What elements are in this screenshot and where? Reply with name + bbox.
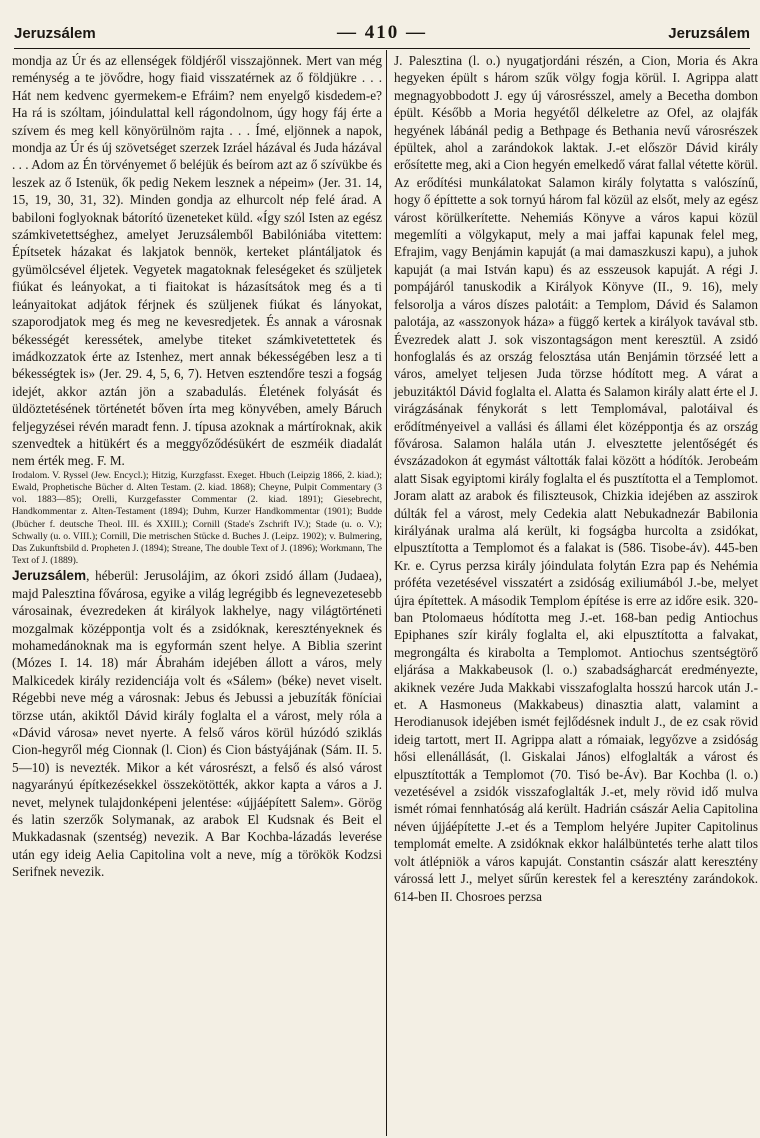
header-rule [14, 48, 750, 49]
left-column [12, 52, 382, 881]
jeremiah-article-continuation: mondja az Úr és az ellenségek földjéről visszajönnek. Mert van még reménység a te jövődre, hogy fiaid visszatérnek az ő földjükre . . . Hát nem kedvenc gyermekem-e Efráim? nem enyelgő kisdedem-e? Ha rá is szóltam, jóindulattal kell rágondolnom, úgy hogy fáj érte a szívem és meg kell könyörülnöm rajta . . . Ímé, eljönnek a napok, mondja az Úr és új szövetséget szerzek Izráel házával és Juda házával . . . Adom az Én törvényemet ő beléjük és beírom azt az ő szívükbe és leszek az ő Istenük, ők pedig Nekem lesznek a népeim» (Jer. 31. 14, 15, 19, 30, 31, 32). Minden gondja az elhurcolt nép felé árad. A babiloni foglyoknak bátorító üzeneteket küld. «Így szól Isten az egész számkivetettséghez, amelyet Jeruzsálemből Babilóniába vitettem: Építsetek házakat és lakjatok bennök, kerteket plántáljatok és gyümölcsével éljetek. Vegyetek magatoknak feleségeket és szüljetek fiúkat és leányokat, a ti fiaitokat is házasítsátok meg és a ti leányaitokat adjátok férjnek és szüljenek fiúkat és lányokat, szaporodjatok meg és meg ne kevesredjetek. És annak a városnak békességét keressétek, amelybe titeket számkivetettetek és imádkozzatok érte az Istenhez, mert annak békességében lesz a ti békességtek is» (Jer. 29. 4, 5, 6, 7). Hetven esztendőre teszi a fogság idejét, akkor aztán jön a szabadulás. Életének folyását és üldöztetésének történetét bőven írta meg könyvében, amely Báruch feljegyzései révén maradt fenn. J. típusa azoknak a mártíroknak, akik szenvedtek a hitükért és a meggyőződésükért de eszméik diadalát nem érték meg. F. M. [12, 53, 382, 469]
running-head-left: Jeruzsálem [14, 24, 96, 42]
jeruzsalem-entry-start [12, 567, 382, 880]
entry-headword: Jeruzsálem [12, 568, 87, 584]
page-number: — 410 — [337, 22, 427, 43]
bibliography: Irodalom. V. Ryssel (Jew. Encycl.); Hitzig, Kurzgfasst. Exeget. Hbuch (Leipzig 1866, 2. kiad.); Ewald, Prophetische Bücher d. Alten Testam. (2. kiad. 1868); Cheyne, Pulpit Commentary (3 vol. 1883—85); Orelli, Kurzgefasster Commentar (2. kiad. 1891); Giesebrecht, Handkommentar z. Alten-Testament (1894); Duhm, Kurzer Handkommentar (1901); Budde (Jbücher f. deutsche Theol. III. és XXIII.); Cornill (Stade's Zschrift IV.); Stade (u. o. V.); Schwally (u. o. VIII.); Cornill, Die metrischen Stücke d. Buches J. (Leipz. 1902); v. Bulmering, Das Zukunftsbild d. Propheten J. (1894); Streane, The double Text of J. (1896); Workmann, The Text of J. (1889). [12, 469, 382, 567]
running-head-right: Jeruzsálem [668, 24, 750, 42]
entry-text: , héberül: Jerusolájim, az ókori zsidó állam (Judaea), majd Palesztina fővárosa, egyike a világ legrégibb és legnevezetesebb városainak, évezredeken át királyok lakhelye, nagy világtörténeti mozgalmak középpontja volt és a zsidóknak, keresztényeknek és mohamedánoknak ma is egyformán szent helye. A Biblia szerint (Mózes I. 14. 18) már Ábrahám idejében állott a város, mely Malkicedek király rezidenciája volt és «Sálem» (béke) nevet viselt. Régebbi neve még a városnak: Jebus és Jebussi a jebuzíták föníciai törzse után, akiktől Dávid király foglalta el a várost, mely róla a «Dávid városa» nevet nyerte. A felső város körül húzódó sziklás Cion-hegyről még Cionnak (l. Cion) és Cion bástyájának (Sám. II. 5. 5—10) is nevezték. Mikor a két városrészt, a felső és alsó várost nagyarányú építkezésekkel összekötötték, akkor kapta a város a J. nevet, melynek tulajdonképeni jelentése: «újjáépített Salem». Görög és latin szerzők Solymanak, az arabok El Kudsnak és Beit el Mukkadasnak (szentség) nevezik. A Bar Kochba-lázadás leverése után egy ideig Aelia Capitolina volt a neve, míg a törökök Kodzsi Serifnek nevezik. [12, 568, 382, 880]
right-column [394, 52, 758, 905]
running-header [14, 20, 750, 46]
column-divider [386, 50, 387, 1136]
jeruzsalem-entry-continuation: J. Palesztina (l. o.) nyugatjordáni részén, a Cion, Moria és Akra hegyeken épült s három szűk völgy fogja körül. I. Agrippa alatt megnagyobbodott J. egy új városrésszel, amely a Becetha dombon épült. Később a Moria hegyétől délkeletre az Ofel, az olajfák hegyének lábánál pedig a Bethpage és Bethania nevű városrészek épültek, ahol a zarándokok laktak. J.-et először Dávid király erősítette meg, aki a Cion hegyén emelkedő várat fallal vétette körül. Az erődítési munkálatokat Salamon király folytatta s valószínű, hogy ő építtette a sok tornyú három fal közül az elsőt, mely az egész várost körülkerítette. Nehemiás Könyve a város kapui közül megemlíti a völgykaput, mely a mai jaffai kapunak felel meg, Efrajim, vagy Benjámin kapuját (a mai damaszkuszi kapu), a juhok kapuját (a mai István kapu) és az esszeusok kapuját. A régi J. pompájáról tanuskodik a Királyok Könyve (II., 9. 16), mely felsorolja a város díszes palotáit: a Templom, Dávid és Salamon palotája, az «asszonyok háza» a függő kertek a királyok tavával stb. Évezredek alatt J. sok viszontagságon ment keresztül. A zsidó honfoglalás és az ország felosztása után Benjámin törzséé lett a város, amelyet teljesen Juda törzse hódított meg. A várat a jebuzitáktól Dávid foglalta el. Alatta és Salamon király alatt érte el J. virágzásának fénykorát s lett Templomával, palotáival és erődítményeivel a vallási és állami élet középpontja és az ország fővárosa. Salamon halála után J. elvesztette jelentőségét és évszázadokon át egymást váltották falai között a hódítók. Jerobeám alatt Sisak egyiptomi király foglalta el és pusztította el a Templomot. Joram alatt az arabok és filiszteusok, Chizkia idejében az asszirok dúlták fel a várost, mely Cedekia alatt Nebukadnezár Babilonia királyának uralma alá került, ki fogságba hurcolta a zsidókat, elpusztította a Templomot és a falakat is (586. Tisobe-áv). 445-ben Kr. e. Cyrus perzsa király jóindulata folytán Ezra pap és Nehémia próféta vezetésével visszatért a zsidóság exiliumából J.-be, melyet újra építettek. A második Templom építése is erre az időre esik. 320-ban Ptolomaeus hódította meg J.-et. 168-ban pedig Antiochus Epiphanes szír király foglalta el, aki elpusztította a falvakat, megrongálta és kirabolta a Templomot. Antiochus szentségtörő eljárása a Makkabeusok (l. o.) szabadságharcát eredményezte, akiknek vezére Juda Makkabi visszafoglalta hosszú harcok után J.-et. A Hasmoneus (Makkabeus) dinasztia alatt, valamint a Herodianusok idejében ismét fejlődésnek indult J., de ez csak rövid ideig tartott, mert II. Agrippa alatt a rómaiak, legyőzve a zsidóság hősi ellenállását, (l. Giskalai János) elfoglalták a várost és elpusztították a Templomot (70. Tisó be-Áv). Bar Kochba (l. o.) vezetésével a zsidók visszafoglalták J.-et, mely rövid idő mulva ismét római fennhatóság alá került. Hadrián császár Aelia Capitolina néven újjáépítette J.-et és a Templom helyére Jupiter Capitolinus templomát emelte. A zsidóknak ekkor halálbüntetés terhe alatt tilos volt átlépniök a város kapuját. Constantin császár alatt keresztény várossá lett J., melyet sűrűn kerestek fel a keresztény zarándokok. 614-ben II. Chosroes perzsa [394, 53, 758, 904]
